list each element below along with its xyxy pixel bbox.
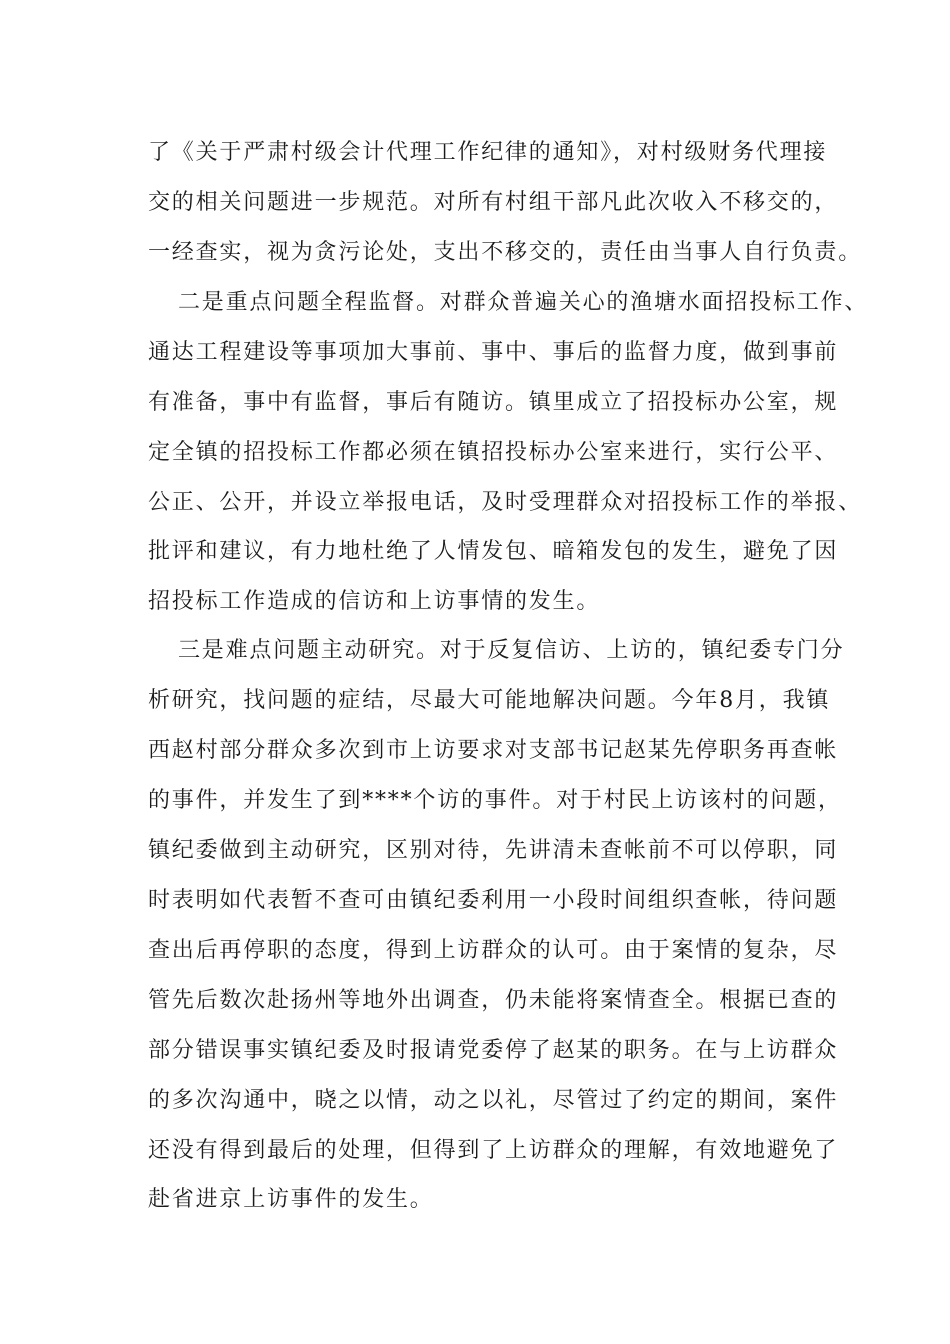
text-line: 批评和建议，有力地杜绝了人情发包、暗箱发包的发生，避免了因 xyxy=(148,539,839,564)
text-line: 部分错误事实镇纪委及时报请党委停了赵某的职务。在与上访群众 xyxy=(148,1038,839,1063)
text-line: 交的相关问题进一步规范。对所有村组干部凡此次收入不移交的， xyxy=(148,190,839,215)
text-line: 招投标工作造成的信访和上访事情的发生。 xyxy=(148,589,601,614)
text-line: 通达工程建设等事项加大事前、事中、事后的监督力度，做到事前 xyxy=(148,340,839,365)
text-line: 时表明如代表暂不查可由镇纪委利用一小段时间组织查帐，待问题 xyxy=(148,888,839,913)
text-line: 了《关于严肃村级会计代理工作纪律的通知》，对村级财务代理接 xyxy=(148,140,828,165)
text-line: 查出后再停职的态度，得到上访群众的认可。由于案情的复杂，尽 xyxy=(148,938,839,963)
text-line: 定全镇的招投标工作都必须在镇招投标办公室来进行，实行公平、 xyxy=(148,440,839,465)
text-line: 公正、公开，并设立举报电话，及时受理群众对招投标工作的举报、 xyxy=(148,490,863,515)
text-line: 赴省进京上访事件的发生。 xyxy=(148,1187,434,1212)
text-line: 管先后数次赴扬州等地外出调查，仍未能将案情查全。根据已查的 xyxy=(148,988,839,1013)
text-line: 镇纪委做到主动研究，区别对待，先讲清未查帐前不可以停职，同 xyxy=(148,838,839,863)
paragraph-start-line: 三是难点问题主动研究。对于反复信访、上访的，镇纪委专门分 xyxy=(178,638,845,663)
text-line: 一经查实，视为贪污论处，支出不移交的，责任由当事人自行负责。 xyxy=(148,240,863,265)
paragraph-start-line: 二是重点问题全程监督。对群众普遍关心的渔塘水面招投标工作、 xyxy=(178,290,869,315)
text-line: 析研究，找问题的症结，尽最大可能地解决问题。今年8月，我镇 xyxy=(148,688,831,713)
text-line: 西赵村部分群众多次到市上访要求对支部书记赵某先停职务再查帐 xyxy=(148,738,839,763)
text-line: 的事件，并发生了到****个访的事件。对于村民上访该村的问题， xyxy=(148,788,842,813)
text-line: 的多次沟通中，晓之以情，动之以礼，尽管过了约定的期间，案件 xyxy=(148,1088,839,1113)
text-line: 还没有得到最后的处理，但得到了上访群众的理解，有效地避免了 xyxy=(148,1138,839,1163)
text-line: 有准备，事中有监督，事后有随访。镇里成立了招投标办公室，规 xyxy=(148,390,839,415)
